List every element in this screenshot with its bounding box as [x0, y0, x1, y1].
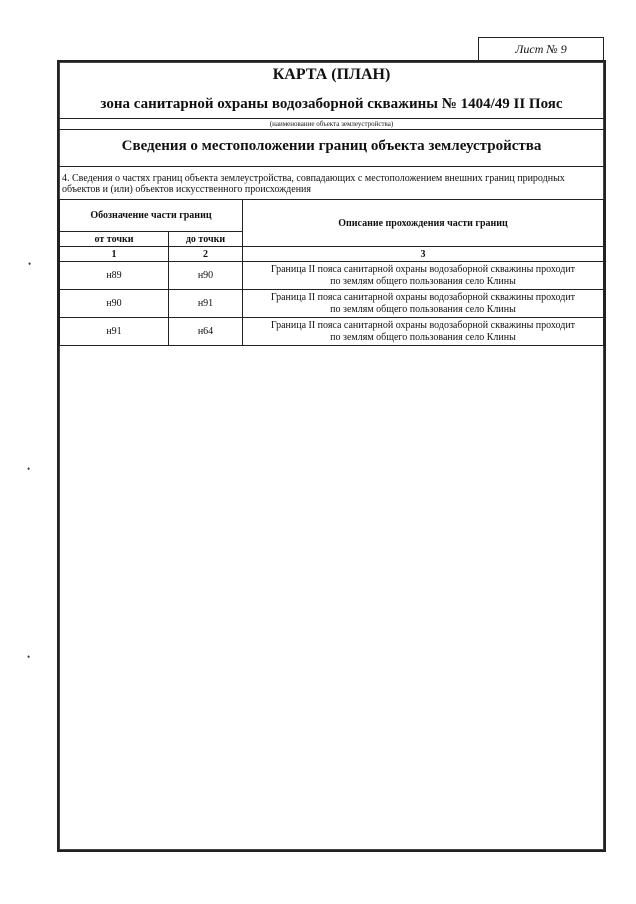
- binding-hole-mark: •: [27, 464, 31, 474]
- column-number: 1: [60, 247, 169, 262]
- from-point-cell: н91: [60, 318, 169, 346]
- header-description: Описание прохождения части границ: [243, 200, 604, 247]
- object-name-caption: (наименование объекта землеустройства): [269, 120, 394, 128]
- header-boundary-designation: Обозначение части границ: [60, 200, 243, 232]
- from-point-cell: н90: [60, 290, 169, 318]
- column-number: 2: [169, 247, 243, 262]
- document-title: КАРТА (ПЛАН): [272, 66, 391, 83]
- object-name: зона санитарной охраны водозаборной скважины № 1404/49 II Пояс: [100, 96, 563, 112]
- table-row: [60, 262, 604, 290]
- binding-hole-mark: •: [27, 652, 31, 662]
- description-cell: [243, 262, 604, 290]
- table-row: [60, 318, 604, 346]
- to-point-cell: н64: [169, 318, 243, 346]
- section-intro-text: 4. Сведения о частях границ объекта землеустройства, совпадающих с местоположением внешних границ природных объектов и (или) объектов искусственного происхождения: [62, 173, 565, 195]
- divider-line: [59, 118, 604, 119]
- description-line: по землям общего пользования село Клины: [330, 275, 516, 287]
- header-from-point: от точки: [60, 232, 169, 247]
- binding-hole-mark: •: [28, 259, 32, 269]
- description-line: Граница II пояса санитарной охраны водозаборной скважины проходит: [270, 291, 576, 303]
- to-point-cell: н90: [169, 262, 243, 290]
- header-to-point: до точки: [169, 232, 243, 247]
- divider-line: [59, 129, 604, 130]
- description-line: по землям общего пользования село Клины: [330, 303, 516, 315]
- description-line: Граница II пояса санитарной охраны водозаборной скважины проходит: [270, 263, 576, 275]
- description-line: по землям общего пользования село Клины: [330, 331, 516, 343]
- boundary-parts-table: [59, 199, 604, 346]
- description-cell: [243, 290, 604, 318]
- section-title: Сведения о местоположении границ объекта землеустройства: [121, 138, 542, 154]
- from-point-cell: н89: [60, 262, 169, 290]
- description-cell: [243, 318, 604, 346]
- sheet-number-label: Лист № 9: [478, 37, 604, 60]
- column-number: 3: [243, 247, 604, 262]
- to-point-cell: н91: [169, 290, 243, 318]
- description-line: Граница II пояса санитарной охраны водозаборной скважины проходит: [270, 319, 576, 331]
- divider-line: [59, 166, 604, 167]
- table-row: [60, 290, 604, 318]
